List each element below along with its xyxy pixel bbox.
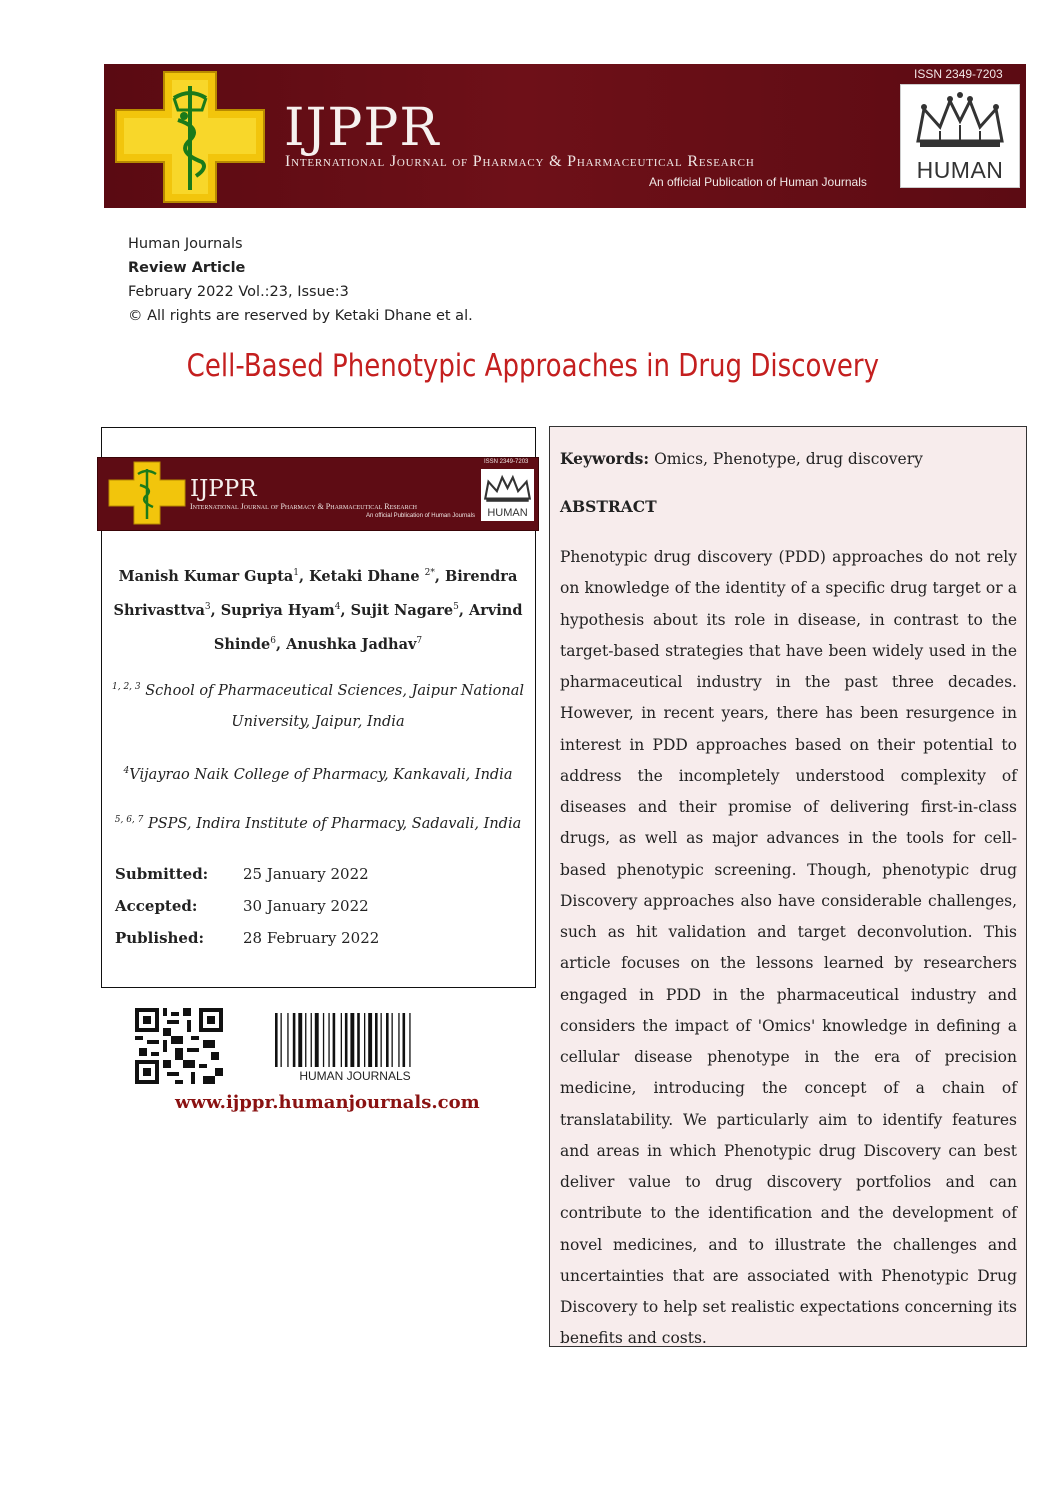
issn-label: ISSN 2349-7203 <box>914 67 1003 81</box>
mini-journal-banner <box>97 457 539 531</box>
barcode-label: HUMAN JOURNALS <box>299 1069 411 1083</box>
affiliation: $^{1, 2, 3}$ School of Pharmaceutical Sciences, Jaipur National University, Jaipur, India <box>112 682 524 730</box>
issn-label: ISSN 2349-7203 <box>484 459 529 465</box>
author-line: Shinde$^6$, Anushka Jadhav$^7$ <box>213 635 423 653</box>
publisher-name: HUMAN <box>916 157 1004 183</box>
journal-tagline: An official Publication of Human Journals <box>649 175 867 189</box>
abstract-text: Phenotypic drug discovery (PDD) approaches do not rely on knowledge of the identity of a specific drug target or a hypothesis about its role in disease, in contrast to the target-based strategies that have been widely used in the pharmaceutical industry in the past three decades. However, in recent years, there has been resurgence in interest in PDD approaches based on their potential to address the incompletely understood complexity of diseases and their promise of delivering first-in-class drugs, as well as major advances in the tools for cell-based phenotypic screening. Though, phenotypic drug Discovery approaches also have considerable challenges, such as hit validation and target deconvolution. This article focuses on the lessons learned by researchers engaged in PDD in the pharmaceutical industry and considers the impact of 'Omics' knowledge in defining a cellular disease phenotype in the era of precision medicine, introducing the concept of a chain of translatability. We particularly aim to identify features and areas in which Phenotypic drug Discovery can best deliver value to drug discovery portfolios and can contribute to the identification and the development of novel medicines, and to illustrate the challenges and uncertainties that are associated with Phenotypic Drug Discovery to help set realistic expectations concerning its benefits and costs. <box>560 548 1017 1348</box>
pharmacy-cross-logo-icon <box>107 461 187 525</box>
affiliation: $^{5, 6, 7}$ PSPS, Indira Institute of Pharmacy, Sadavali, India <box>114 815 522 832</box>
author-list <box>108 558 528 659</box>
affiliation: $^4$Vijayrao Naik College of Pharmacy, Kankavali, India <box>123 766 513 783</box>
publisher-logo <box>481 469 534 521</box>
author-line: Manish Kumar Gupta$^1$, Ketaki Dhane $^{2*}$, Birendra <box>118 567 518 585</box>
publisher-logo <box>900 84 1020 188</box>
issue-line: February 2022 Vol.:23, Issue:3 <box>128 284 349 300</box>
qr-code-icon <box>135 1008 223 1084</box>
publisher-line: Human Journals <box>128 236 243 252</box>
journal-website-link[interactable]: www.ijppr.humanjournals.com <box>175 1092 480 1113</box>
journal-title: IJPPR <box>284 98 440 158</box>
article-type: Review Article <box>128 260 246 276</box>
article-title: Cell-Based Phenotypic Approaches in Drug Discovery <box>186 348 879 384</box>
author-line: Shrivasttva$^3$, Supriya Hyam$^4$, Sujit Nagare$^5$, Arvind <box>113 601 523 619</box>
journal-banner <box>104 64 1026 208</box>
keywords-label: Keywords: <box>560 449 650 468</box>
copyright-line: © All rights are reserved by Ketaki Dhane et al. <box>128 308 473 324</box>
journal-tagline: An official Publication of Human Journals <box>366 513 475 519</box>
barcode-icon <box>275 1013 435 1069</box>
publisher-name: HUMAN <box>487 507 528 519</box>
publication-dates <box>115 858 379 954</box>
journal-full-name: International Journal of Pharmacy & Pharmaceutical Research <box>190 502 417 511</box>
crown-icon <box>481 471 534 505</box>
pharmacy-cross-logo-icon <box>112 70 268 204</box>
article-meta <box>128 232 473 328</box>
keywords <box>560 449 923 468</box>
date-row: Submitted: 25 January 2022 <box>115 865 369 883</box>
keywords-value: Omics, Phenotype, drug discovery <box>649 450 923 468</box>
crown-icon <box>910 91 1010 151</box>
date-row: Accepted: 30 January 2022 <box>115 897 369 915</box>
date-row: Published: 28 February 2022 <box>115 929 380 947</box>
journal-title: IJPPR <box>190 476 257 502</box>
journal-full-name: International Journal of Pharmacy & Pharmaceutical Research <box>285 153 755 170</box>
abstract-heading: ABSTRACT <box>560 497 657 516</box>
